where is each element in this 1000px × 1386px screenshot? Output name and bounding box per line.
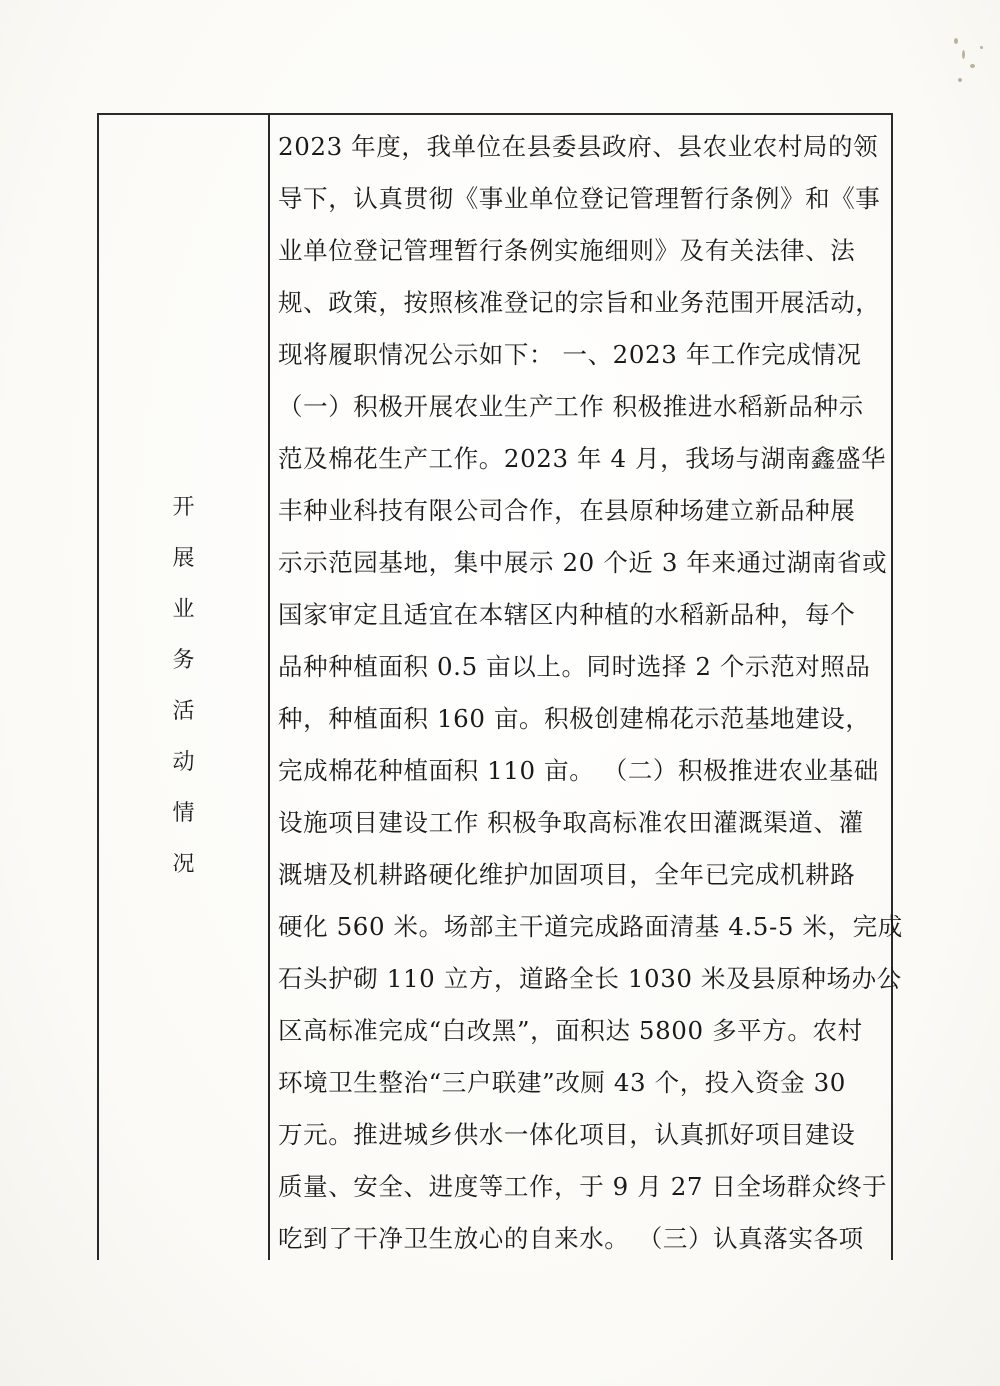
label-char: 动: [172, 750, 195, 775]
body-line: 完成棉花种植面积 110 亩。 （二）积极推进农业基础: [278, 756, 879, 785]
body-line: 区高标准完成“白改黑”，面积达 5800 多平方。农村: [278, 1016, 863, 1045]
body-line: （一）积极开展农业生产工作 积极推进水稻新品种示: [278, 392, 864, 421]
body-line: 国家审定且适宜在本辖区内种植的水稻新品种，每个: [278, 600, 856, 629]
label-char: 情: [172, 801, 195, 826]
body-line: 2023 年度，我单位在县委县政府、县农业农村局的领: [278, 132, 879, 161]
paper-specks: [940, 20, 995, 100]
section-label: [99, 113, 268, 1260]
body-line: 导下，认真贯彻《事业单位登记管理暂行条例》和《事: [278, 184, 881, 213]
label-char: 开: [172, 495, 195, 520]
body-line: 范及棉花生产工作。2023 年 4 月，我场与湖南鑫盛华: [278, 444, 887, 473]
body-line: 吃到了干净卫生放心的自来水。 （三）认真落实各项: [278, 1224, 864, 1253]
body-line: 环境卫生整治“三户联建”改厕 43 个，投入资金 30: [278, 1068, 846, 1097]
body-line: 硬化 560 米。场部主干道完成路面清基 4.5-5 米，完成: [278, 912, 903, 941]
body-line: 设施项目建设工作 积极争取高标准农田灌溉渠道、灌: [278, 808, 864, 837]
body-line: 石头护砌 110 立方，道路全长 1030 米及县原种场办公: [278, 964, 902, 993]
label-char: 况: [172, 852, 195, 877]
body-line: 现将履职情况公示如下： 一、2023 年工作完成情况: [278, 340, 862, 369]
body-line: 溉塘及机耕路硬化维护加固项目，全年已完成机耕路: [278, 860, 856, 889]
body-line: 规、政策，按照核准登记的宗旨和业务范围开展活动，: [278, 288, 881, 317]
label-char: 业: [172, 597, 195, 622]
column-divider: [268, 113, 270, 1260]
body-line: 质量、安全、进度等工作，于 9 月 27 日全场群众终于: [278, 1172, 888, 1201]
label-char: 展: [172, 546, 195, 571]
label-char: 活: [172, 699, 195, 724]
body-line: 业单位登记管理暂行条例实施细则》及有关法律、法: [278, 236, 856, 265]
body-line: 万元。推进城乡供水一体化项目，认真抓好项目建设: [278, 1120, 856, 1149]
body-line: 丰种业科技有限公司合作，在县原种场建立新品种展: [278, 496, 856, 525]
body-line: 示示范园基地，集中展示 20 个近 3 年来通过湖南省或: [278, 548, 888, 577]
body-line: 品种种植面积 0.5 亩以上。同时选择 2 个示范对照品: [278, 652, 871, 681]
body-line: 种，种植面积 160 亩。积极创建棉花示范基地建设，: [278, 704, 871, 733]
label-char: 务: [172, 648, 195, 673]
